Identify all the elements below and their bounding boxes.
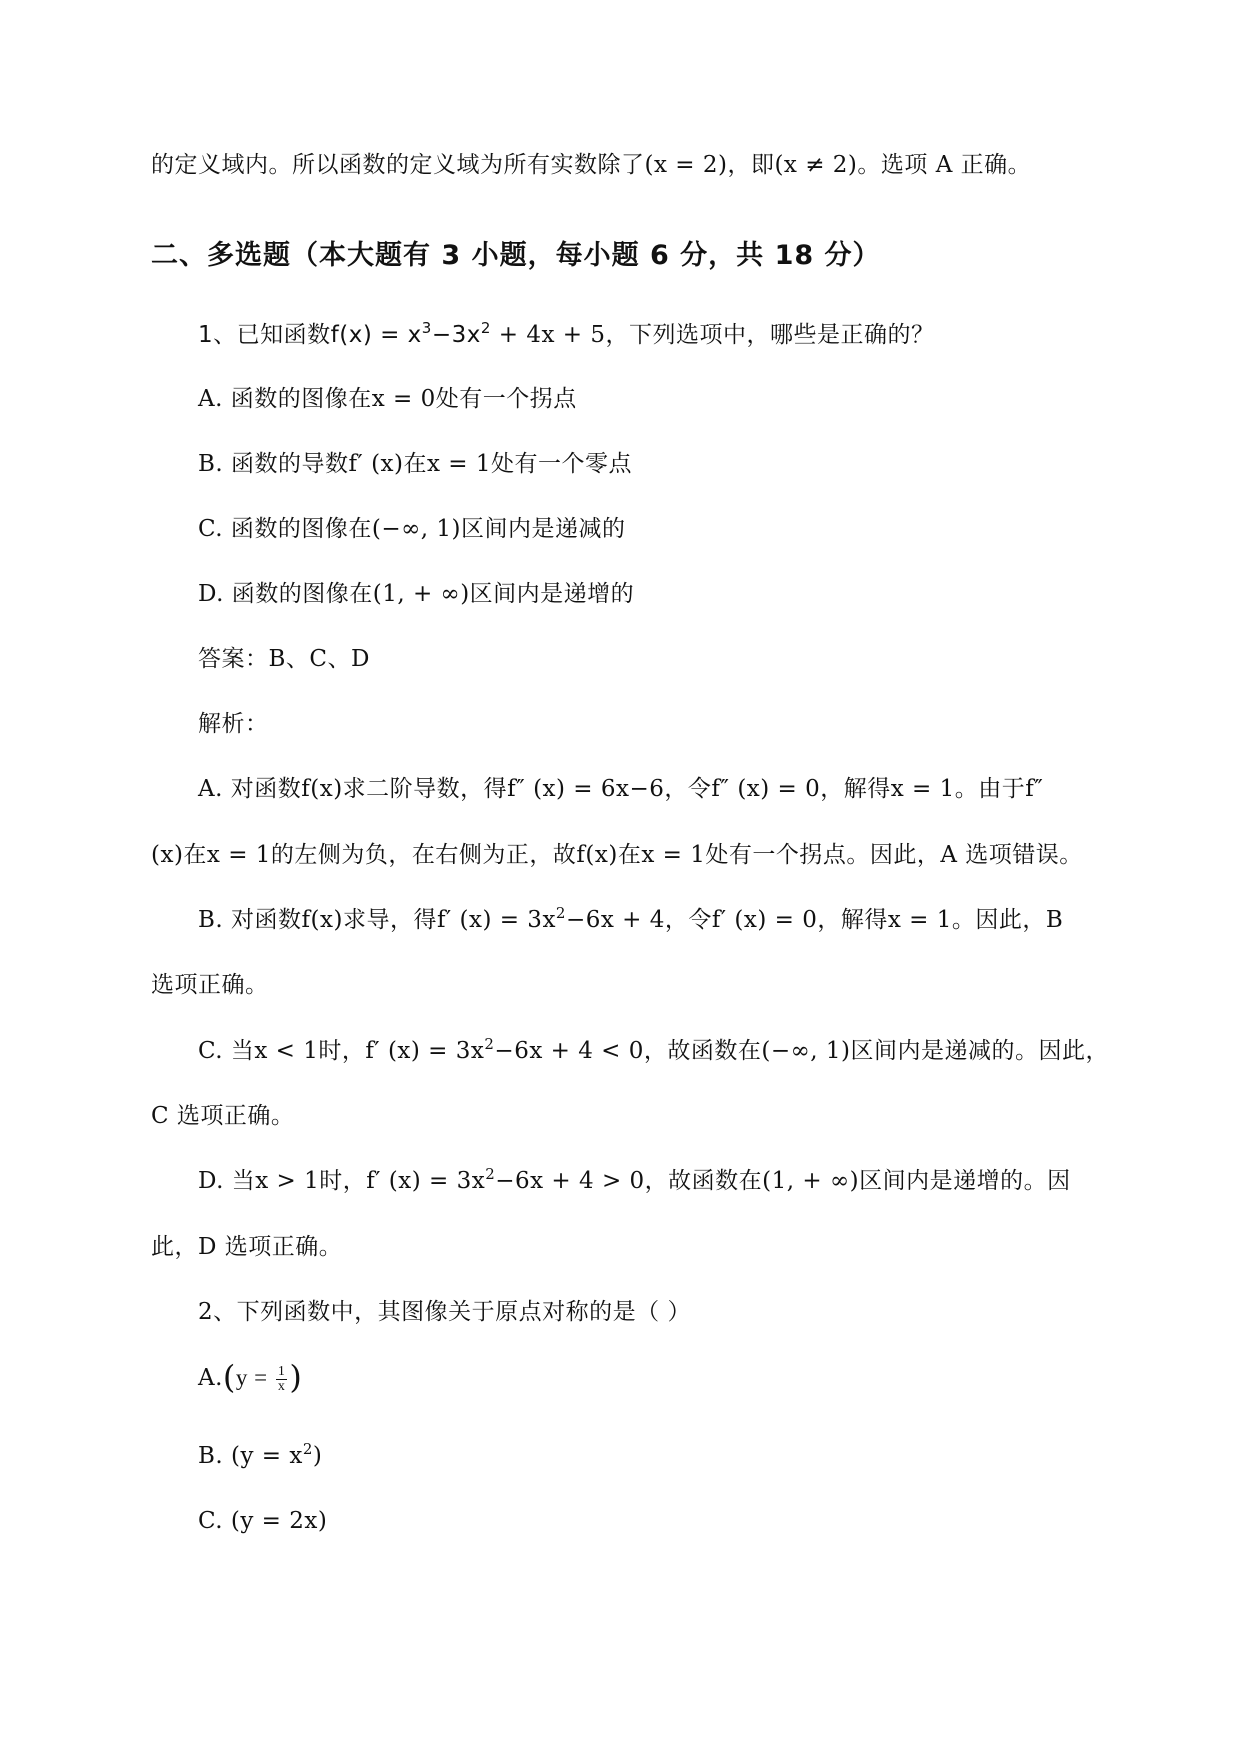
- q1-stem-suffix: + 4x + 5，下列选项中，哪些是正确的？: [490, 322, 935, 348]
- q1-exp-b-pre: B. 对函数f(x)求导，得f′ (x) = 3x: [198, 907, 556, 933]
- q1-exp-c-pre: C. 当x < 1时，f′ (x) = 3x: [198, 1038, 485, 1064]
- q1-option-b: B. 函数的导数f′ (x)在x = 1处有一个零点: [198, 451, 632, 477]
- q1-explanation-d-line-1: [198, 1166, 1071, 1196]
- q1-option-d: D. 函数的图像在(1, + ∞)区间内是递增的: [198, 581, 635, 607]
- q1-exp-c-post: −6x + 4 < 0，故函数在(−∞, 1)区间内是递减的。因此，: [494, 1038, 1109, 1064]
- q1-option-a: A. 函数的图像在x = 0处有一个拐点: [198, 386, 577, 412]
- text-line-domain-conclusion: 的定义域内。所以函数的定义域为所有实数除了(x = 2)，即(x ≠ 2)。选项 A 正确。: [151, 152, 1032, 178]
- q2-option-b: [198, 1441, 322, 1471]
- q2-a-paren-close: ): [289, 1358, 303, 1396]
- q1-exp-b-exponent: 2: [555, 904, 566, 922]
- q1-exp-d-exponent: 2: [485, 1165, 496, 1183]
- q1-explanation-b-line-2: 选项正确。: [151, 972, 269, 998]
- q2-b-post: ): [312, 1443, 323, 1469]
- fraction-numerator: 1: [277, 1363, 286, 1379]
- q1-explanation-c-line-1: [198, 1036, 1109, 1066]
- q1-stem-prefix: 1、已知函数f(x) = x: [198, 322, 422, 348]
- q1-explanation-b-line-1: [198, 905, 1063, 935]
- fraction-denominator: x: [277, 1378, 286, 1394]
- q1-exp-b-post: −6x + 4，令f′ (x) = 0，解得x = 1。因此，B: [565, 907, 1064, 933]
- q1-answer: 答案：B、C、D: [198, 646, 370, 672]
- q1-exp-d-post: −6x + 4 > 0，故函数在(1, + ∞)区间内是递增的。因: [495, 1168, 1071, 1194]
- q2-b-pre: B. (y = x: [198, 1443, 303, 1469]
- question-1-stem: [198, 320, 934, 350]
- q1-exp-d-pre: D. 当x > 1时，f′ (x) = 3x: [198, 1168, 486, 1194]
- q1-exponent-3: 3: [421, 319, 432, 337]
- q1-exponent-2: 2: [480, 319, 491, 337]
- q1-explanation-a-line-2: (x)在x = 1的左侧为负，在右侧为正，故f(x)在x = 1处有一个拐点。因此，A 选项错误。: [151, 842, 1083, 868]
- q1-explanation-a-line-1: A. 对函数f(x)求二阶导数，得f″ (x) = 6x−6，令f″ (x) = 0，解得x = 1。由于f″: [198, 776, 1044, 802]
- q1-option-c: C. 函数的图像在(−∞, 1)区间内是递减的: [198, 516, 626, 542]
- q1-explanation-c-line-2: C 选项正确。: [151, 1103, 295, 1129]
- q2-option-a: [198, 1358, 303, 1396]
- q1-explanation-d-line-2: 此，D 选项正确。: [151, 1234, 343, 1260]
- q2-a-paren-open: (: [222, 1358, 236, 1396]
- q2-option-c: C. (y = 2x): [198, 1508, 328, 1534]
- q2-a-label: A.: [198, 1365, 223, 1391]
- q1-stem-mid: −3x: [431, 322, 481, 348]
- q2-a-lhs: y =: [235, 1365, 274, 1390]
- section-heading: 二、多选题（本大题有 3 小题，每小题 6 分，共 18 分）: [151, 240, 881, 271]
- q2-a-fraction: [276, 1365, 288, 1394]
- question-2-stem: 2、下列函数中，其图像关于原点对称的是（ ）: [198, 1299, 691, 1325]
- q1-exp-c-exponent: 2: [484, 1035, 495, 1053]
- q2-b-exponent: 2: [302, 1440, 313, 1458]
- q1-analysis-label: 解析：: [198, 711, 269, 737]
